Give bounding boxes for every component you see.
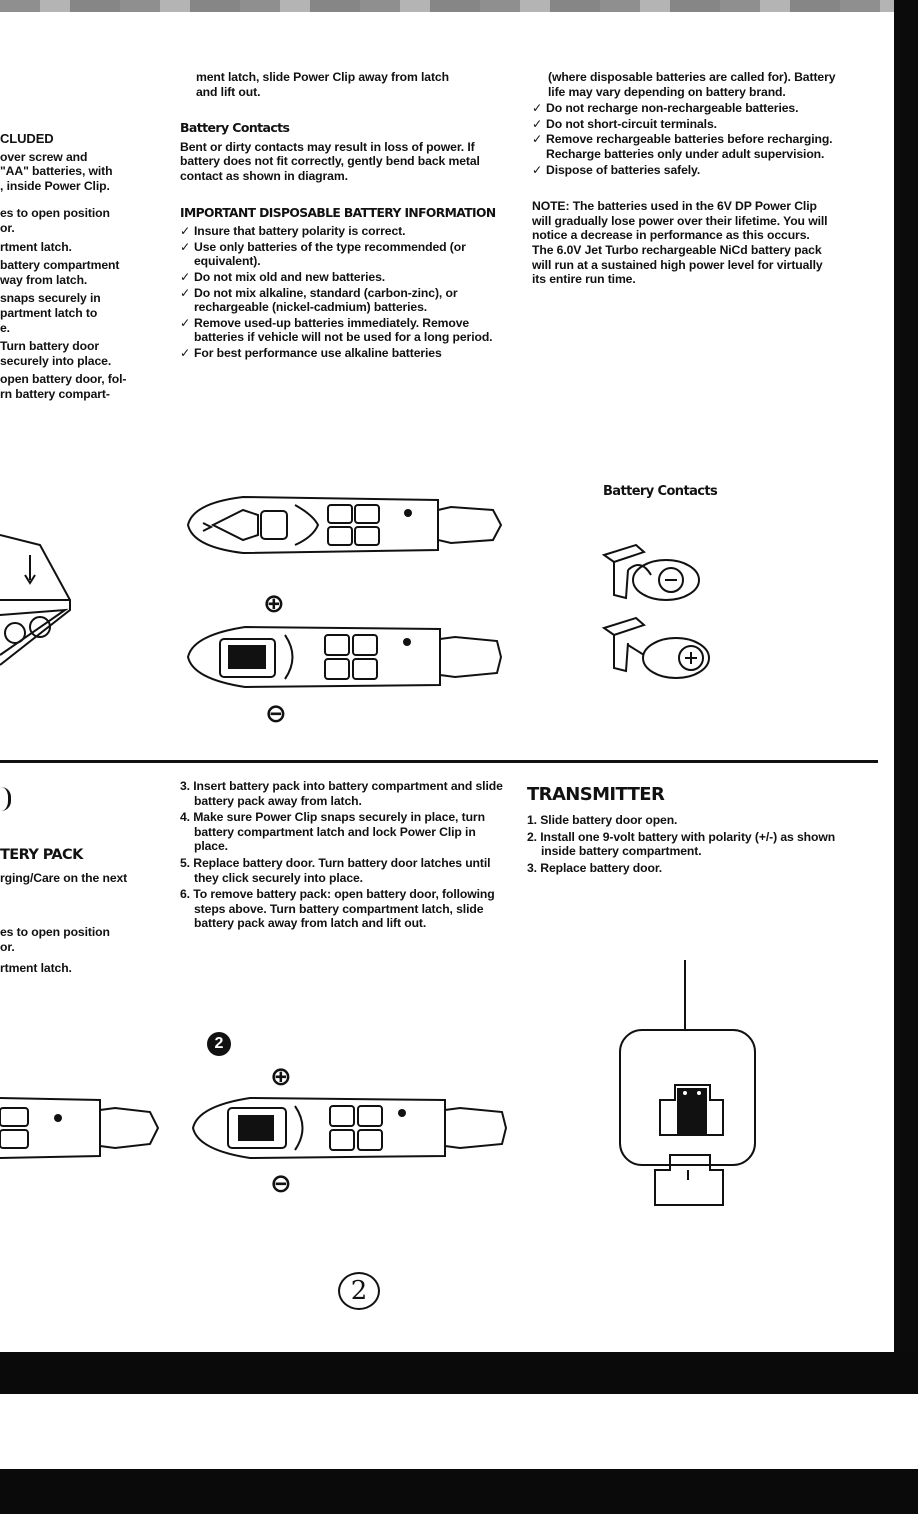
scan-border-band <box>0 1352 918 1394</box>
list-item: ✓ Use only batteries of the type recommended (or equivalent). <box>180 239 466 269</box>
bottom-left-column <box>0 848 165 976</box>
list-item: ✓ Remove used-up batteries immediately. Remove batteries if vehicle will not be used for a long period. <box>180 315 493 345</box>
check-icon: ✓ <box>532 101 543 116</box>
list-item: ✓ For best performance use alkaline batteries <box>180 345 442 360</box>
battery-pack-heading: TERY PACK <box>0 847 83 863</box>
disposable-battery-list <box>180 224 510 360</box>
scan-right-edge <box>894 0 918 1360</box>
list-item: ✓ Insure that battery polarity is correct. <box>180 224 406 239</box>
list-item: ✓ Do not mix old and new batteries. <box>180 269 386 284</box>
scan-border-bottom <box>0 1469 918 1514</box>
top-left-line: open battery door, fol- <box>0 372 127 387</box>
battery-pack-steps <box>180 779 510 931</box>
boat-diagram-top <box>183 485 503 565</box>
top-left-line: e. <box>0 320 10 335</box>
scan-top-edge <box>0 0 918 12</box>
plus-icon: ⊕ <box>263 588 285 618</box>
bottom-left-line: rtment latch. <box>0 961 72 976</box>
bottom-left-line: or. <box>0 939 15 954</box>
plus-icon: ⊕ <box>270 1061 292 1091</box>
bottom-left-line: rging/Care on the next <box>0 870 128 885</box>
bottom-left-bracket <box>0 787 11 811</box>
top-left-column <box>0 132 165 402</box>
check-icon: ✓ <box>532 162 543 177</box>
top-middle-column <box>180 70 510 362</box>
check-icon: ✓ <box>180 269 191 284</box>
top-left-line: or. <box>0 220 15 235</box>
page-number: 2 <box>350 1276 368 1306</box>
figure-number-badge <box>207 1032 231 1056</box>
boat-diagram-battery <box>185 617 505 697</box>
transmitter-diagram <box>615 960 755 1235</box>
bottom-middle-column <box>180 779 510 933</box>
list-item: 4. Make sure Power Clip snaps securely in place, turn battery compartment latch and lock Power Clip in place. <box>180 810 485 854</box>
battery-contacts-diagram-label: Battery Contacts <box>603 484 718 499</box>
check-icon: ✓ <box>180 315 191 330</box>
check-icon: ✓ <box>180 224 191 239</box>
top-left-line: es to open position <box>0 206 110 221</box>
boat-diagram-bottom <box>190 1088 510 1168</box>
minus-icon: ⊖ <box>265 698 287 728</box>
list-item: ✓ Do not mix alkaline, standard (carbon-zinc), or rechargeable (nickel-cadmium) batteries. <box>180 285 458 315</box>
important-battery-heading: IMPORTANT DISPOSABLE BATTERY INFORMATION <box>180 205 496 220</box>
battery-contacts-text: Bent or dirty contacts may result in loss of power. If battery does not fit correctly, gently bend back metal contact as shown in diagram. <box>180 139 480 183</box>
boat-diagram-partial <box>0 1088 165 1168</box>
battery-contacts-heading: Battery Contacts <box>180 120 290 136</box>
check-icon: ✓ <box>180 345 191 360</box>
list-item: 3. Insert battery pack into battery compartment and slide battery pack away from latch. <box>180 779 503 808</box>
battery-life-text: (where disposable batteries are called for). Battery life may vary depending on battery brand. <box>548 70 836 99</box>
top-left-line: partment latch to <box>0 305 98 320</box>
top-left-line: "AA" batteries, with <box>0 164 113 179</box>
page-number-circle <box>338 1272 380 1310</box>
check-icon: ✓ <box>180 285 191 300</box>
list-item: 6. To remove battery pack: open battery door, following steps above. Turn battery compartment latch, slide battery pack away from latch and lift out. <box>180 887 495 931</box>
battery-safety-list <box>532 101 842 177</box>
list-item: 1. Slide battery door open. <box>527 813 678 827</box>
intro-line: and lift out. <box>196 84 261 99</box>
top-left-line: battery compartment <box>0 258 120 273</box>
top-left-line: snaps securely in <box>0 291 101 306</box>
list-item: ✓ Remove rechargeable batteries before recharging. Recharge batteries only under adult supervision. <box>532 132 833 161</box>
battery-contacts-diagram <box>596 540 736 690</box>
minus-icon: ⊖ <box>270 1168 292 1198</box>
list-item: 5. Replace battery door. Turn battery door latches until they click securely into place. <box>180 855 491 885</box>
power-clip-note: NOTE: The batteries used in the 6V DP Power Clip will gradually lose power over their lifetime. You will notice a decrease in performance as this occurs. The 6.0V Jet Turbo rechargeable NiCd battery pack will run at a sustained high power level for virtually its entire run time. <box>532 199 828 287</box>
bottom-left-line: es to open position <box>0 925 110 940</box>
list-item: ✓ Do not short-circuit terminals. <box>532 116 717 131</box>
figure-number: 2 <box>214 1035 224 1052</box>
top-left-line: , inside Power Clip. <box>0 178 110 193</box>
transmitter-steps <box>527 813 857 875</box>
check-icon: ✓ <box>532 132 543 147</box>
check-icon: ✓ <box>532 116 543 131</box>
top-left-line: over screw and <box>0 149 88 164</box>
top-left-line: Turn battery door <box>0 339 99 354</box>
top-right-column <box>532 70 842 287</box>
included-heading: CLUDED <box>0 131 54 146</box>
top-left-line: securely into place. <box>0 353 112 368</box>
list-item: 2. Install one 9-volt battery with polarity (+/-) as shown inside battery compartment. <box>527 829 836 859</box>
check-icon: ✓ <box>180 239 191 254</box>
top-left-line: way from latch. <box>0 272 88 287</box>
intro-line: ment latch, slide Power Clip away from latch <box>196 70 449 84</box>
top-left-line: rtment latch. <box>0 239 72 254</box>
list-item: 3. Replace battery door. <box>527 860 663 875</box>
battery-box-diagram <box>0 515 80 695</box>
list-item: ✓ Do not recharge non-rechargeable batteries. <box>532 101 799 116</box>
transmitter-heading: TRANSMITTER <box>527 784 665 805</box>
top-left-line: rn battery compart- <box>0 386 110 401</box>
transmitter-section <box>527 785 857 877</box>
scan-border-gap <box>0 1394 918 1469</box>
section-divider <box>0 760 878 763</box>
list-item: ✓ Dispose of batteries safely. <box>532 162 701 177</box>
